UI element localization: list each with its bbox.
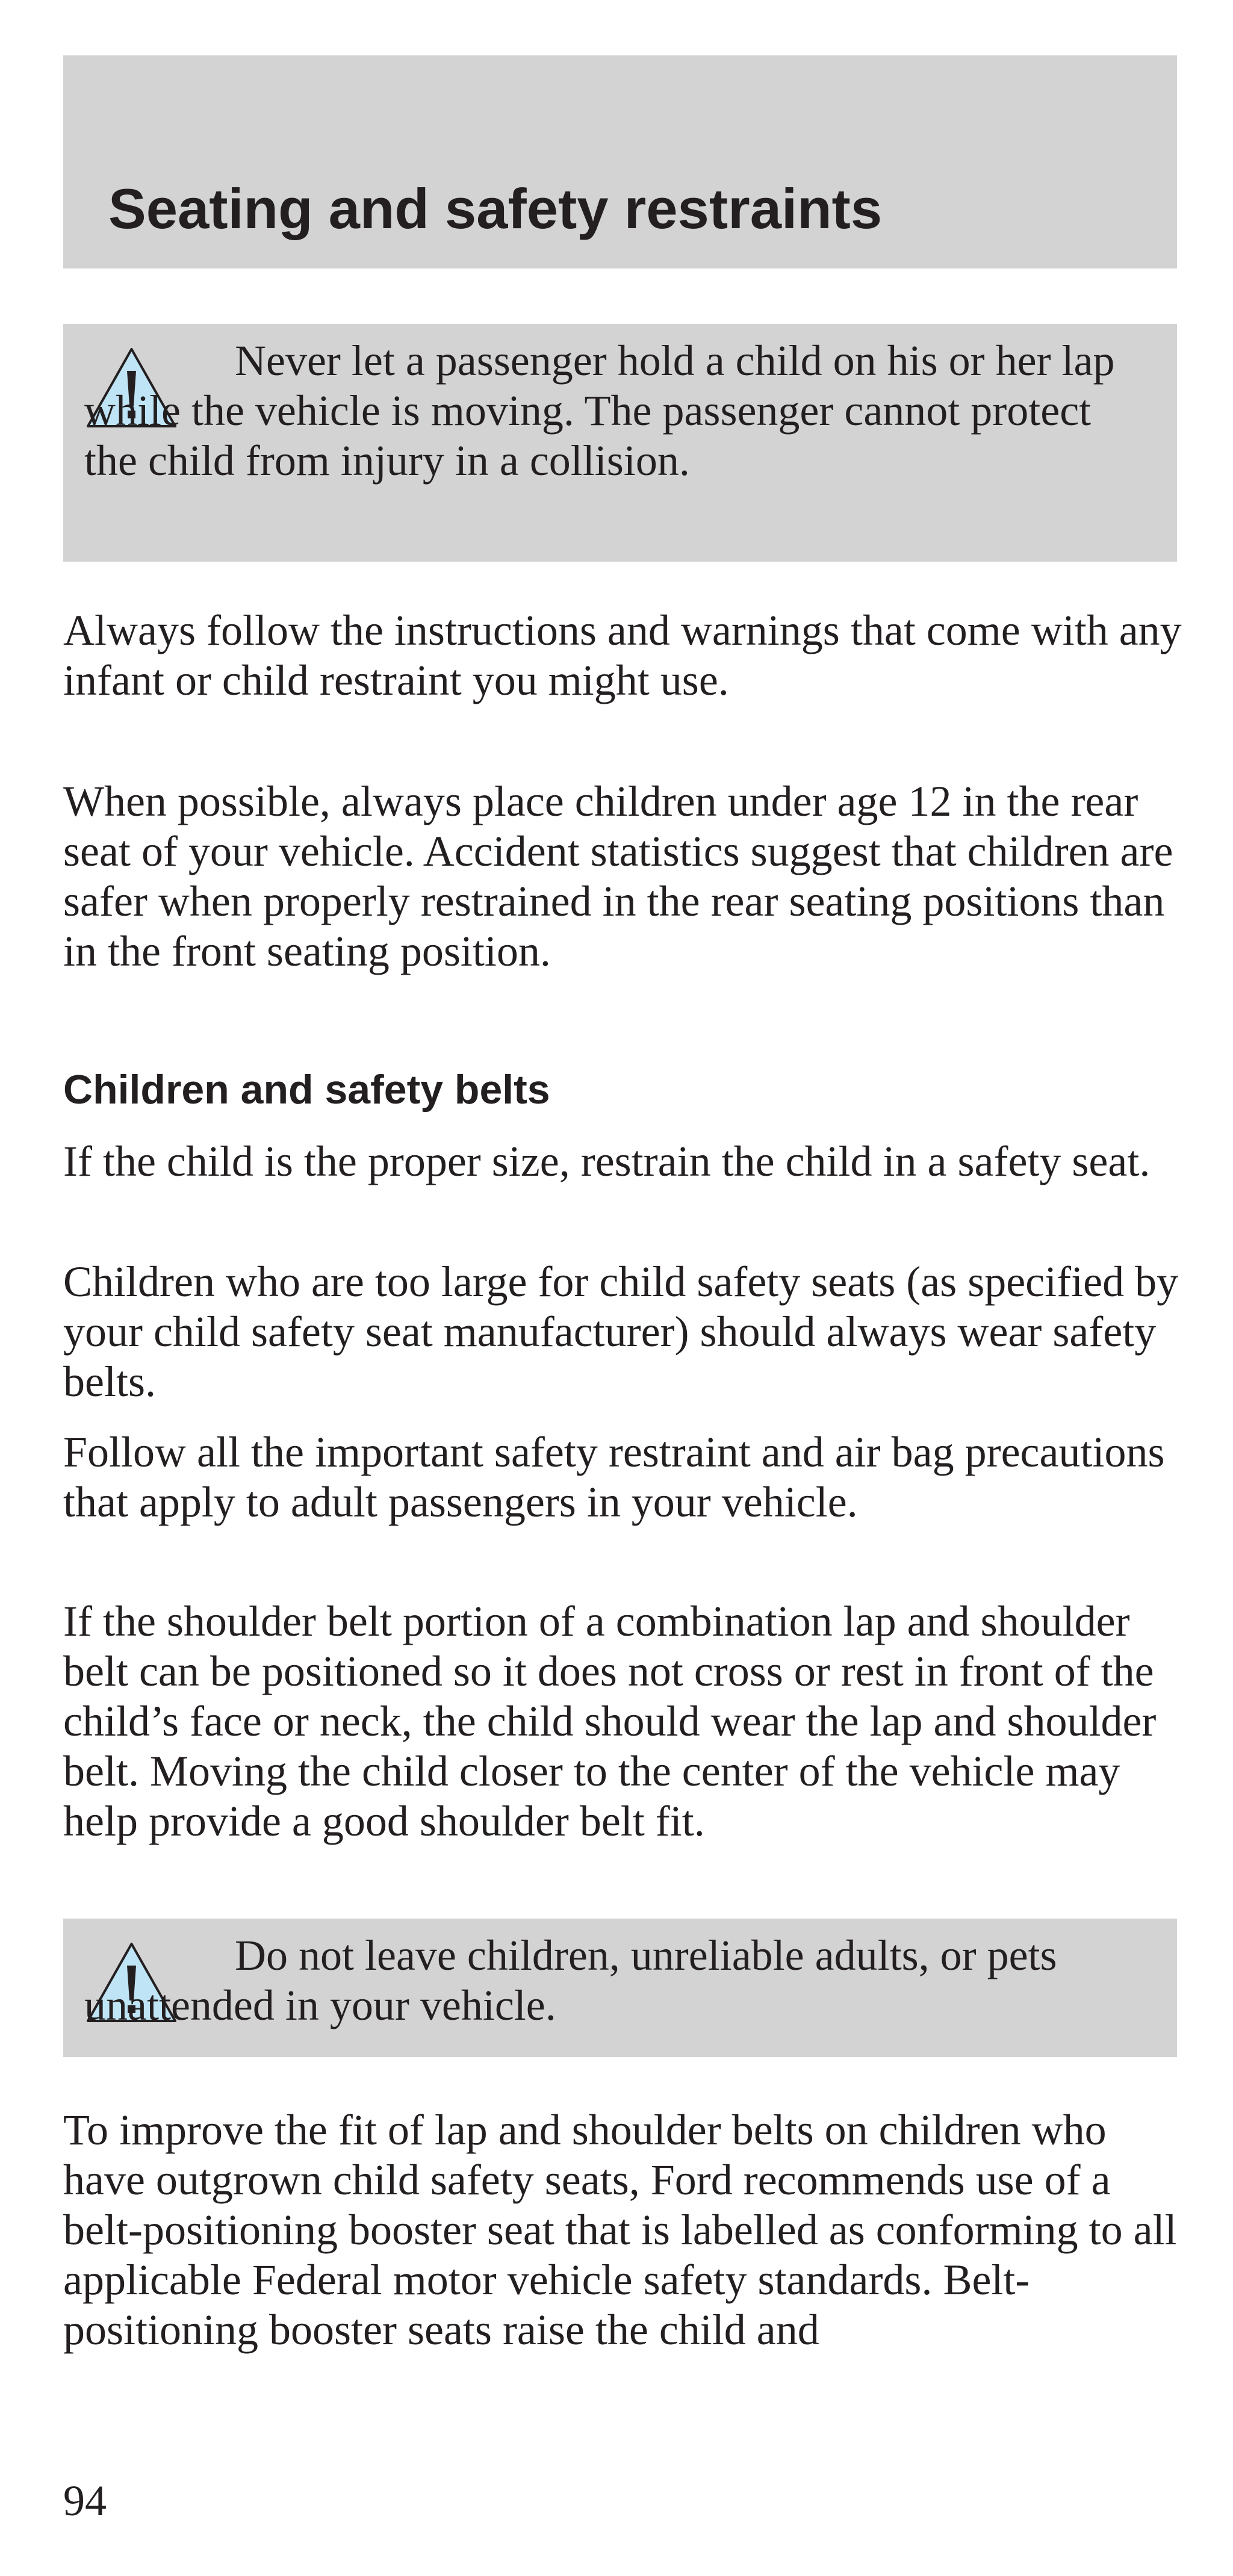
paragraph: Children who are too large for child safety seats (as specified by your child safety seat manufacturer) should always wear safety belts. <box>63 1258 1179 1406</box>
paragraph: If the child is the proper size, restrain the child in a safety seat. <box>63 1137 1151 1185</box>
paragraph: Always follow the instructions and warnings that come with any infant or child restraint you might use. <box>63 606 1182 704</box>
paragraph: When possible, always place children under age 12 in the rear seat of your vehicle. Accident statistics suggest that children are safer when properly restrained in the rear seating positions than in the front seating position. <box>63 777 1173 975</box>
paragraph: If the shoulder belt portion of a combination lap and shoulder belt can be positioned so it does not cross or rest in front of the child’s face or neck, the child should wear the lap and shoulder belt. Moving the child closer to the center of the vehicle may help provide a good shoulder belt fit. <box>63 1597 1157 1845</box>
subheading: Children and safety belts <box>63 1067 550 1113</box>
warning-box <box>63 324 1177 562</box>
section-title: Seating and safety restraints <box>108 177 883 240</box>
warning-text: Never let a passenger hold a child on his or her lap while the vehicle is moving. The passenger cannot protect the child from injury in a collision. <box>84 337 1115 485</box>
warning-box <box>63 1919 1177 2057</box>
page-number: 94 <box>63 2477 107 2525</box>
paragraph: Follow all the important safety restraint and air bag precautions that apply to adult passengers in your vehicle. <box>63 1428 1165 1526</box>
warning-text: Do not leave children, unreliable adults, or pets unattended in your vehicle. <box>84 1931 1057 2029</box>
paragraph: To improve the fit of lap and shoulder belts on children who have outgrown child safety seats, Ford recommends use of a belt-positioning booster seat that is labelled as conforming to all applicable Federal motor vehicle safety standards. Belt-positioning booster seats raise the child and <box>63 2106 1177 2354</box>
